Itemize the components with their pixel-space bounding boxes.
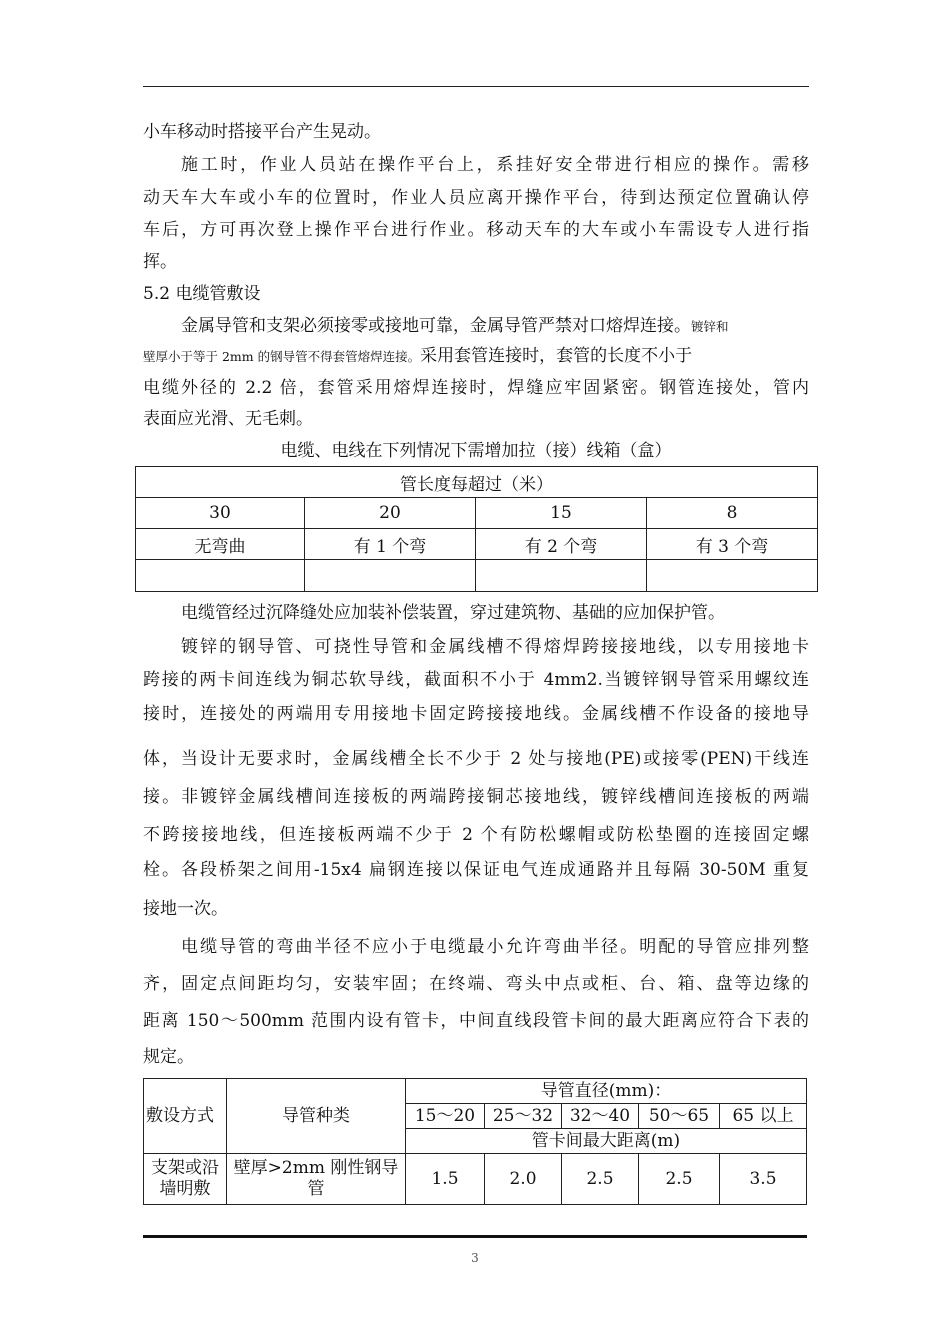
distance-cell: 2.5 xyxy=(639,1154,720,1205)
type-header: 导管种类 xyxy=(227,1079,406,1154)
empty-cell xyxy=(476,560,647,592)
paragraph-line: 表面应光滑、无毛刺。 xyxy=(143,409,313,429)
method-header: 敷设方式 xyxy=(144,1079,227,1154)
paragraph-text: 金属导管和支架必须接零或接地可靠，金属导管严禁对口熔焊连接。 xyxy=(181,316,691,336)
paragraph-line: 接时，连接处的两端用专用接地卡固定跨接接地线。金属线槽不作设备的接地导 xyxy=(143,704,809,724)
paragraph-line: 不跨接接地线，但连接板两端不少于 2 个有防松螺帽或防松垫圈的连接固定螺 xyxy=(143,825,809,845)
empty-cell xyxy=(647,560,818,592)
paragraph-line: 规定。 xyxy=(143,1047,194,1067)
pipe-clamp-table xyxy=(143,1078,807,1205)
length-cell: 20 xyxy=(305,498,476,529)
length-cell: 30 xyxy=(136,498,305,529)
type-line: 管 xyxy=(307,1179,325,1199)
paragraph-line: 跨接的两卡间连线为铜芯软导线，截面积不小于 4mm2.当镀锌钢导管采用螺纹连 xyxy=(143,670,809,690)
paragraph-line: 接地一次。 xyxy=(143,899,228,919)
diameter-cell: 65 以上 xyxy=(720,1104,807,1129)
paragraph-line: 体，当设计无要求时，金属线槽全长不少于 2 处与接地(PE)或接零(PEN)干线连 xyxy=(143,749,809,769)
distance-cell: 1.5 xyxy=(406,1154,485,1205)
paragraph-line: 小车移动时搭接平台产生晃动。 xyxy=(143,122,381,142)
condition-cell: 有 1 个弯 xyxy=(305,529,476,560)
paragraph-line: 电缆管经过沉降缝处应加装补偿装置，穿过建筑物、基础的应加保护管。 xyxy=(181,603,725,623)
condition-cell: 无弯曲 xyxy=(136,529,305,560)
distance-header: 管卡间最大距离(m) xyxy=(406,1129,807,1154)
diameter-cell: 50～65 xyxy=(639,1104,720,1129)
diameter-cell: 25～32 xyxy=(485,1104,562,1129)
type-line: 壁厚>2mm 刚性钢导 xyxy=(233,1158,399,1178)
junction-box-table xyxy=(135,466,818,592)
paragraph-line: 接。非镀锌金属线槽间连接板的两端跨接铜芯接地线，镀锌线槽间连接板的两端 xyxy=(143,787,809,807)
method-line: 墙明敷 xyxy=(159,1179,211,1199)
page-number: 3 xyxy=(471,1251,479,1265)
length-cell: 8 xyxy=(647,498,818,529)
paragraph-line xyxy=(143,345,809,368)
paragraph-line: 栓。各段桥架之间用-15x4 扁钢连接以保证电气连成通路并且每隔 30-50M 重复 xyxy=(143,860,809,880)
condition-cell: 有 3 个弯 xyxy=(647,529,818,560)
method-line: 支架或沿 xyxy=(151,1158,219,1178)
paragraph-line: 电缆导管的弯曲半径不应小于电缆最小允许弯曲半径。明配的导管应排列整 xyxy=(181,937,809,957)
method-cell xyxy=(144,1154,227,1205)
paragraph-text: 采用套管连接时，套管的长度不小于 xyxy=(420,346,693,366)
paragraph-line: 电缆外径的 2.2 倍，套管采用熔焊连接时，焊缝应牢固紧密。钢管连接处，管内 xyxy=(143,378,809,398)
length-cell: 15 xyxy=(476,498,647,529)
distance-cell: 2.5 xyxy=(562,1154,639,1205)
diameter-cell: 32～40 xyxy=(562,1104,639,1129)
paragraph-line: 挥。 xyxy=(143,252,177,272)
distance-cell: 2.0 xyxy=(485,1154,562,1205)
footer-rule xyxy=(143,1235,807,1238)
paragraph-line: 齐，固定点间距均匀，安装牢固；在终端、弯头中点或柜、台、箱、盘等边缘的 xyxy=(143,974,809,994)
paragraph-small-text: 镀锌和 xyxy=(691,319,729,334)
paragraph-line: 车后，方可再次登上操作平台进行作业。移动天车的大车或小车需设专人进行指 xyxy=(143,220,809,240)
distance-cell: 3.5 xyxy=(720,1154,807,1205)
header-rule xyxy=(143,86,809,87)
paragraph-line: 施工时，作业人员站在操作平台上，系挂好安全带进行相应的操作。需移 xyxy=(181,155,809,175)
table-caption: 电缆、电线在下列情况下需增加拉（接）线箱（盒） xyxy=(280,441,672,461)
condition-cell: 有 2 个弯 xyxy=(476,529,647,560)
paragraph-line: 镀锌的钢导管、可挠性导管和金属线槽不得熔焊跨接接地线，以专用接地卡 xyxy=(181,637,809,657)
paragraph-line: 距离 150～500mm 范围内设有管卡，中间直线段管卡间的最大距离应符合下表的 xyxy=(143,1011,809,1031)
empty-cell xyxy=(305,560,476,592)
empty-cell xyxy=(136,560,305,592)
section-heading: 5.2 电缆管敷设 xyxy=(143,284,261,304)
paragraph-line: 动天车大车或小车的位置时，作业人员应离开操作平台，待到达预定位置确认停 xyxy=(143,188,809,208)
paragraph-small-text: 壁厚小于等于 2mm 的钢导管不得套管熔焊连接。 xyxy=(143,349,421,364)
paragraph-line xyxy=(181,315,809,338)
table-header: 管长度每超过（米） xyxy=(136,467,818,498)
diameter-header: 导管直径(mm)： xyxy=(406,1079,807,1104)
type-cell xyxy=(227,1154,406,1205)
diameter-cell: 15～20 xyxy=(406,1104,485,1129)
